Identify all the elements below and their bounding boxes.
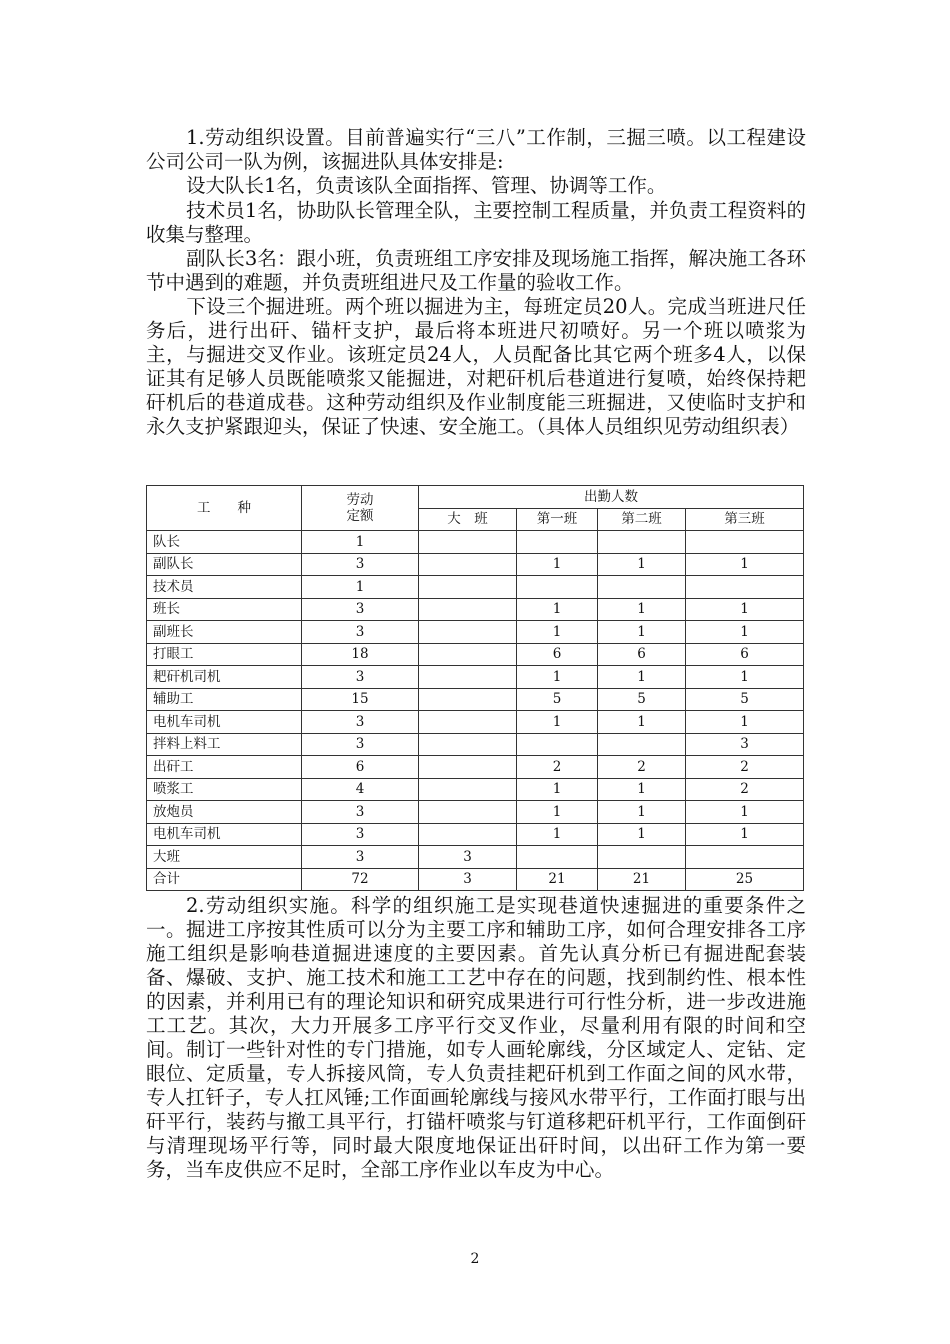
cell-shift-1 (517, 531, 598, 554)
cell-shift-2: 21 (598, 868, 686, 891)
cell-shift-1: 21 (517, 868, 598, 891)
cell-job: 合计 (147, 868, 302, 891)
cell-shift-big (419, 643, 517, 666)
cell-job: 队长 (147, 531, 302, 554)
cell-shift-big (419, 801, 517, 824)
labor-organization-table (146, 485, 804, 891)
cell-shift-big (419, 756, 517, 779)
cell-shift-3 (686, 576, 804, 599)
paragraph-vice-captain: 副队长3名：跟小班，负责班组工序安排及现场施工指挥，解决施工各环节中遇到的难题，并负责班组进尺及工作量的验收工作。 (146, 247, 806, 294)
cell-shift-big (419, 621, 517, 644)
table-row (147, 643, 804, 666)
cell-shift-1: 1 (517, 598, 598, 621)
cell-job: 出矸工 (147, 756, 302, 779)
cell-job: 副班长 (147, 621, 302, 644)
cell-shift-big (419, 553, 517, 576)
cell-shift-3: 2 (686, 756, 804, 779)
cell-quota: 3 (302, 666, 419, 689)
cell-shift-3: 25 (686, 868, 804, 891)
cell-shift-3: 1 (686, 553, 804, 576)
table-header-row (147, 486, 804, 509)
cell-shift-3: 2 (686, 778, 804, 801)
header-shift-big: 大 班 (419, 508, 517, 531)
cell-quota: 3 (302, 553, 419, 576)
cell-shift-1: 1 (517, 666, 598, 689)
cell-shift-1: 5 (517, 688, 598, 711)
cell-job: 辅助工 (147, 688, 302, 711)
cell-shift-2 (598, 576, 686, 599)
cell-shift-3: 3 (686, 733, 804, 756)
cell-quota: 3 (302, 733, 419, 756)
paragraph-labor-setup: 1.劳动组织设置。目前普遍实行“三八”工作制，三掘三喷。以工程建设公司公司一队为例，该掘进队具体安排是: (146, 126, 806, 173)
cell-quota: 18 (302, 643, 419, 666)
cell-quota: 1 (302, 531, 419, 554)
cell-shift-1: 1 (517, 711, 598, 734)
table-row (147, 868, 804, 891)
table-row (147, 553, 804, 576)
cell-shift-1 (517, 576, 598, 599)
cell-shift-1 (517, 733, 598, 756)
cell-job: 打眼工 (147, 643, 302, 666)
cell-quota: 3 (302, 801, 419, 824)
cell-shift-2 (598, 846, 686, 869)
cell-shift-3: 1 (686, 621, 804, 644)
cell-shift-2: 6 (598, 643, 686, 666)
cell-shift-big (419, 711, 517, 734)
cell-job: 技术员 (147, 576, 302, 599)
cell-job: 耙矸机司机 (147, 666, 302, 689)
cell-shift-1: 1 (517, 823, 598, 846)
header-shift-1: 第一班 (517, 508, 598, 531)
cell-shift-2 (598, 531, 686, 554)
cell-shift-3 (686, 531, 804, 554)
cell-shift-3: 1 (686, 823, 804, 846)
cell-quota: 3 (302, 823, 419, 846)
cell-quota: 3 (302, 846, 419, 869)
cell-job: 大班 (147, 846, 302, 869)
cell-quota: 15 (302, 688, 419, 711)
header-quota: 劳动 定额 (302, 486, 419, 531)
page-number: 2 (470, 1251, 480, 1267)
paragraph-technician: 技术员1名，协助队长管理全队，主要控制工程质量，并负责工程资料的收集与整理。 (146, 199, 806, 246)
table-row (147, 666, 804, 689)
table-body (147, 531, 804, 891)
cell-shift-1: 2 (517, 756, 598, 779)
cell-shift-2: 1 (598, 553, 686, 576)
cell-quota: 72 (302, 868, 419, 891)
cell-shift-2: 1 (598, 778, 686, 801)
cell-shift-big: 3 (419, 846, 517, 869)
table-row (147, 823, 804, 846)
table-row (147, 576, 804, 599)
cell-shift-big (419, 823, 517, 846)
cell-shift-1: 1 (517, 553, 598, 576)
cell-shift-2: 1 (598, 711, 686, 734)
cell-shift-3: 1 (686, 801, 804, 824)
cell-shift-2: 5 (598, 688, 686, 711)
header-job: 工 种 (147, 486, 302, 531)
table-row (147, 846, 804, 869)
table-row (147, 711, 804, 734)
header-attendance: 出勤人数 (419, 486, 804, 509)
table-row (147, 688, 804, 711)
cell-shift-big (419, 688, 517, 711)
header-shift-2: 第二班 (598, 508, 686, 531)
table-row (147, 531, 804, 554)
paragraph-captain: 设大队长1名，负责该队全面指挥、管理、协调等工作。 (186, 174, 667, 197)
cell-shift-3: 6 (686, 643, 804, 666)
table-row (147, 801, 804, 824)
cell-quota: 1 (302, 576, 419, 599)
cell-job: 副队长 (147, 553, 302, 576)
cell-quota: 3 (302, 621, 419, 644)
cell-shift-1: 6 (517, 643, 598, 666)
paragraph-shifts: 下设三个掘进班。两个班以掘进为主，每班定员20人。完成当班进尺任务后，进行出矸、锚杆支护，最后将本班进尺初喷好。另一个班以喷浆为主，与掘进交叉作业。该班定员24人，人员配备比其它两个班多4人，以保证其有足够人员既能喷浆又能掘进，对耙矸机后巷道进行复喷，始终保持耙矸机后的巷道成巷。这种劳动组织及作业制度能三班掘进，又使临时支护和永久支护紧跟迎头，保证了快速、安全施工。（具体人员组织见劳动组织表） (146, 295, 806, 438)
cell-job: 放炮员 (147, 801, 302, 824)
cell-shift-2: 1 (598, 801, 686, 824)
cell-shift-big (419, 576, 517, 599)
cell-quota: 4 (302, 778, 419, 801)
cell-shift-1: 1 (517, 801, 598, 824)
table-row (147, 621, 804, 644)
cell-shift-big (419, 733, 517, 756)
cell-shift-big: 3 (419, 868, 517, 891)
cell-shift-3: 1 (686, 598, 804, 621)
cell-quota: 3 (302, 711, 419, 734)
cell-job: 拌料上料工 (147, 733, 302, 756)
cell-shift-2 (598, 733, 686, 756)
cell-shift-3: 1 (686, 711, 804, 734)
cell-shift-3: 1 (686, 666, 804, 689)
cell-shift-2: 1 (598, 598, 686, 621)
cell-shift-big (419, 666, 517, 689)
table-row (147, 733, 804, 756)
cell-quota: 6 (302, 756, 419, 779)
header-shift-3: 第三班 (686, 508, 804, 531)
cell-shift-1 (517, 846, 598, 869)
cell-shift-big (419, 531, 517, 554)
cell-shift-2: 1 (598, 666, 686, 689)
paragraph-labor-implementation: 2.劳动组织实施。科学的组织施工是实现巷道快速掘进的重要条件之一。掘进工序按其性质可以分为主要工序和辅助工序，如何合理安排各工序施工组织是影响巷道掘进速度的主要因素。首先认真分析已有掘进配套装备、爆破、支护、施工技术和施工工艺中存在的问题，找到制约性、根本性的因素，并利用已有的理论知识和研究成果进行可行性分析，进一步改进施工工艺。其次，大力开展多工序平行交叉作业，尽量利用有限的时间和空间。制订一些针对性的专门措施，如专人画轮廓线，分区域定人、定钻、定眼位、定质量，专人拆接风筒，专人负责挂耙矸机到工作面之间的风水带，专人扛钎子，专人扛风锤;工作面画轮廓线与接风水带平行，工作面打眼与出矸平行，装药与撤工具平行，打锚杆喷浆与钉道移耙矸机平行，工作面倒矸与清理现场平行等，同时最大限度地保证出矸时间，以出矸工作为第一要务，当车皮供应不足时，全部工序作业以车皮为中心。 (146, 894, 806, 1181)
cell-shift-2: 1 (598, 621, 686, 644)
cell-job: 电机车司机 (147, 711, 302, 734)
cell-job: 喷浆工 (147, 778, 302, 801)
cell-shift-big (419, 598, 517, 621)
cell-shift-3 (686, 846, 804, 869)
cell-quota: 3 (302, 598, 419, 621)
cell-shift-2: 1 (598, 823, 686, 846)
cell-shift-1: 1 (517, 621, 598, 644)
table-row (147, 598, 804, 621)
cell-shift-3: 5 (686, 688, 804, 711)
cell-shift-big (419, 778, 517, 801)
cell-job: 电机车司机 (147, 823, 302, 846)
cell-job: 班长 (147, 598, 302, 621)
cell-shift-1: 1 (517, 778, 598, 801)
cell-shift-2: 2 (598, 756, 686, 779)
table-row (147, 756, 804, 779)
table-row (147, 778, 804, 801)
